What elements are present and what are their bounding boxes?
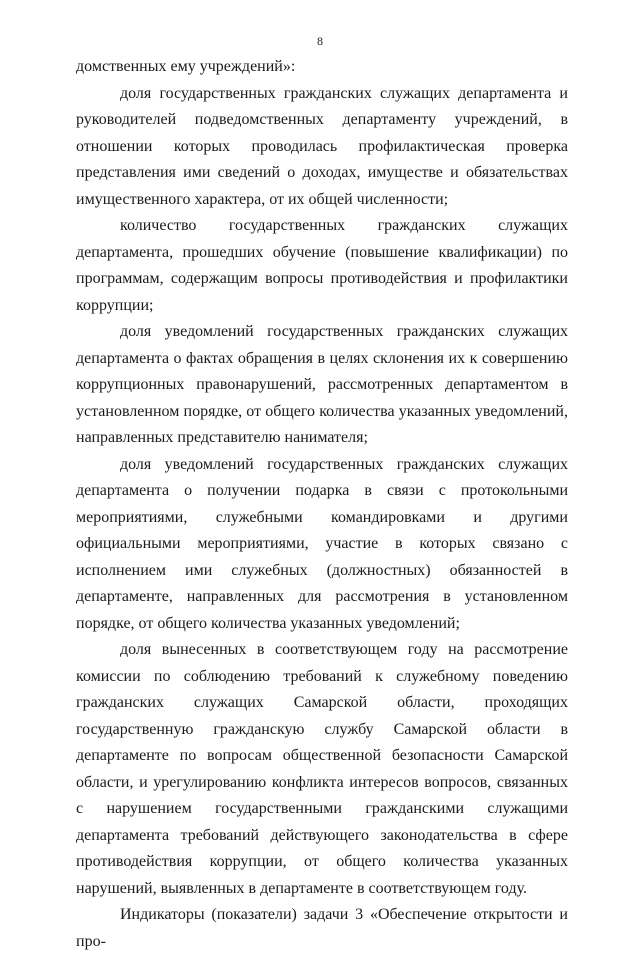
paragraph-continuation: домственных ему учреждений»: [76, 58, 296, 75]
document-body [76, 54, 568, 955]
page-number: 8 [317, 34, 323, 48]
paragraph-item-1: доля государственных гражданских служащих департамента и руководителей подведомственных департаменту учреждений, в отношении которых проводилась профилактическая проверка представления ими сведений о доходах, имуществе и обязательствах имущественного характера, от их общей численности; [76, 84, 568, 208]
paragraph-item-2: количество государственных гражданских служащих департамента, прошедших обучение (повышение квалификации) по программам, содержащим вопросы противодействия и профилактики коррупции; [76, 217, 568, 314]
paragraph-item-5: доля вынесенных в соответствующем году на рассмотрение комиссии по соблюдению требований к служебному поведению гражданских служащих Самарской области, проходящих государственную гражданскую службу Самарской области в департаменте по вопросам общественной безопасности Самарской области, и урегулированию конфликта интересов вопросов, связанных с нарушением государственными гражданскими служащими департамента требований действующего законодательства в сфере противодействия коррупции, от общего количества указанных нарушений, выявленных в департаменте в соответствующем году. [76, 641, 568, 897]
paragraph-task-3-indicators: Индикаторы (показатели) задачи 3 «Обеспечение открытости и про- [76, 906, 568, 950]
paragraph-item-3: доля уведомлений государственных гражданских служащих департамента о фактах обращения в целях склонения их к совершению коррупционных правонарушений, рассмотренных департаментом в установленном порядке, от общего количества указанных уведомлений, направленных представителю нанимателя; [76, 323, 568, 446]
paragraph-item-4: доля уведомлений государственных гражданских служащих департамента о получении подарка в связи с протокольными мероприятиями, служебными командировками и другими официальными мероприятиями, участие в которых связано с исполнением ими служебных (должностных) обязанностей в департаменте, направленных для рассмотрения в установленном порядке, от общего количества указанных уведомлений; [76, 455, 568, 632]
